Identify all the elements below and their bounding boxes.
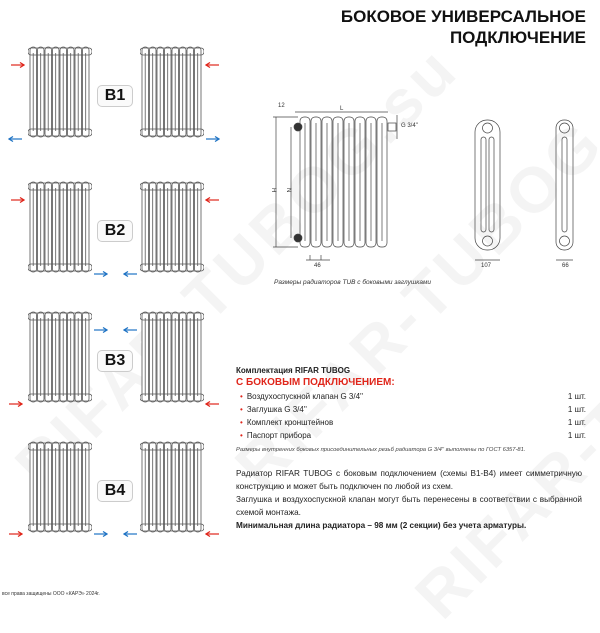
width-66: 66 xyxy=(562,263,569,269)
kit-item-name: Паспорт прибора xyxy=(246,431,312,440)
dimension-drawing xyxy=(260,95,600,285)
supply-arrow-icon xyxy=(205,524,220,530)
radiator-right-icon xyxy=(140,440,204,534)
dim-12: 12 xyxy=(278,103,285,109)
kit-item-name: Заглушка G 3/4'' xyxy=(246,405,307,414)
scheme-label: B3 xyxy=(97,350,133,372)
kit-item-qty: 1 шт. xyxy=(567,418,586,427)
drawing-caption: Размеры радиаторов TUB с боковыми заглушками xyxy=(274,279,432,286)
bullet-icon: • xyxy=(240,431,243,440)
kit-item xyxy=(236,392,586,401)
kit-item-name: Комплект кронштейнов xyxy=(246,418,334,427)
return-arrow-icon xyxy=(123,524,138,530)
description xyxy=(236,467,582,532)
radiator-left-icon xyxy=(28,180,92,274)
thread-label: G 3/4'' xyxy=(401,123,418,129)
return-arrow-icon xyxy=(8,129,23,135)
bullet-icon: • xyxy=(240,392,243,401)
radiator-left-icon xyxy=(28,440,92,534)
scheme-label: B1 xyxy=(97,85,133,107)
kit-item-qty: 1 шт. xyxy=(567,405,586,414)
radiator-left-icon xyxy=(28,45,92,139)
kit-item-qty: 1 шт. xyxy=(567,431,586,440)
thread-note: Размеры внутренних боковых присоединительных резьб радиатора G 3/4'' выполнены по ГОСТ 6357-81. xyxy=(236,447,526,453)
supply-arrow-icon xyxy=(8,524,23,530)
radiator-right-icon xyxy=(140,310,204,404)
return-arrow-icon xyxy=(93,320,108,326)
radiator-right-icon xyxy=(140,180,204,274)
supply-arrow-icon xyxy=(10,190,25,196)
kit-item xyxy=(236,405,586,414)
dim-46: 46 xyxy=(314,263,321,269)
description-p1: Радиатор RIFAR TUBOG с боковым подключением (схемы В1-В4) имеет симметричную конструкцию и может быть подключен по любой из схем. xyxy=(236,469,582,491)
dim-H: H xyxy=(270,188,276,193)
description-p2: Заглушка и воздухоспускной клапан могут быть перенесены в соответствии с выбранной схемой монтажа. xyxy=(236,495,582,517)
supply-arrow-icon xyxy=(8,394,23,400)
scheme-label: B2 xyxy=(97,220,133,242)
title-line2: ПОДКЛЮЧЕНИЕ xyxy=(449,28,586,47)
supply-arrow-icon xyxy=(205,394,220,400)
bullet-icon: • xyxy=(240,418,243,427)
bullet-icon: • xyxy=(240,405,243,414)
return-arrow-icon xyxy=(123,320,138,326)
page-title xyxy=(341,6,586,48)
return-arrow-icon xyxy=(93,264,108,270)
title-line1: БОКОВОЕ УНИВЕРСАЛЬНОЕ xyxy=(340,7,586,26)
return-arrow-icon xyxy=(93,524,108,530)
dim-L: L xyxy=(340,106,344,112)
kit-section xyxy=(236,366,586,453)
kit-item xyxy=(236,418,586,427)
kit-title: Комплектация RIFAR TUBOG xyxy=(236,366,351,375)
kit-item-name: Воздухоспускной клапан G 3/4'' xyxy=(246,392,364,401)
supply-arrow-icon xyxy=(205,190,220,196)
dim-N: N xyxy=(285,188,291,193)
scheme-label: B4 xyxy=(97,480,133,502)
return-arrow-icon xyxy=(205,129,220,135)
description-p3: Минимальная длина радиатора – 98 мм (2 секции) без учета арматуры. xyxy=(236,521,527,530)
supply-arrow-icon xyxy=(10,55,25,61)
radiator-left-icon xyxy=(28,310,92,404)
radiator-drawing xyxy=(273,112,573,260)
radiator-right-icon xyxy=(140,45,204,139)
kit-item xyxy=(236,431,586,440)
width-107: 107 xyxy=(481,263,492,269)
copyright: все права защищены ООО «КАРЭ» 2024г. xyxy=(2,591,100,597)
supply-arrow-icon xyxy=(205,55,220,61)
kit-subtitle: С БОКОВЫМ ПОДКЛЮЧЕНИЕМ: xyxy=(236,377,395,388)
return-arrow-icon xyxy=(123,264,138,270)
kit-item-qty: 1 шт. xyxy=(567,392,586,401)
